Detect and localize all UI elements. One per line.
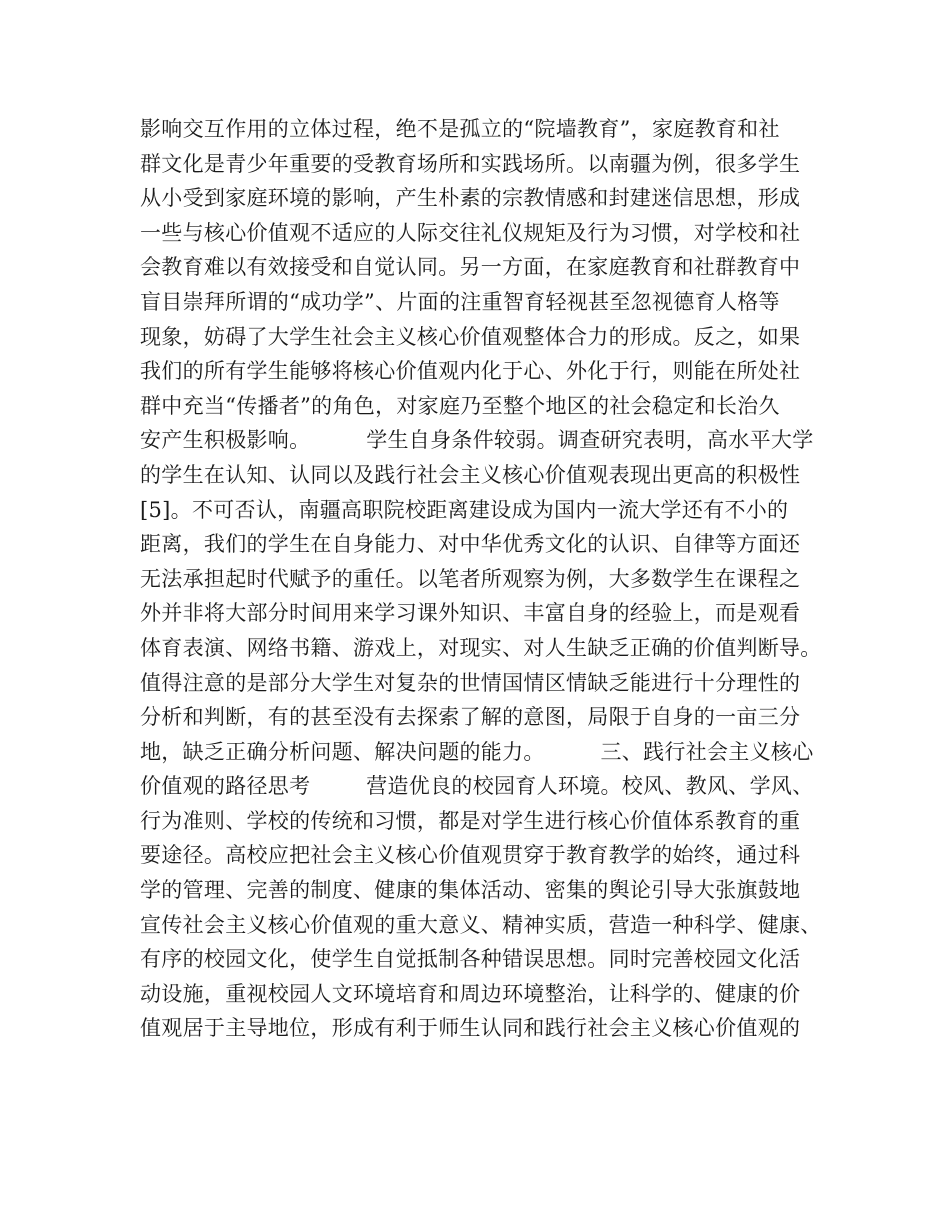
body-text: [140, 112, 830, 1046]
text-line-6: 盲目崇拜所谓的“成功学”、片面的注重智育轻视甚至忽视德育人格等: [140, 289, 780, 314]
text-line-5: 会教育难以有效接受和自觉认同。另一方面，在家庭教育和社群教育中: [140, 255, 801, 280]
text-line-23: 学的管理、完善的制度、健康的集体活动、密集的舆论引导大张旗鼓地: [140, 878, 801, 903]
text-line-13: 距离，我们的学生在自身能力、对中华优秀文化的认识、自律等方面还: [140, 532, 801, 557]
text-line-27: 值观居于主导地位，形成有利于师生认同和践行社会主义核心价值观的: [140, 1016, 801, 1041]
text-line-8: 我们的所有学生能够将核心价值观内化于心、外化于行，则能在所处社: [140, 359, 801, 384]
text-line-9: 群中充当“传播者”的角色，对家庭乃至整个地区的社会稳定和长治久: [140, 393, 780, 418]
text-line-16: 体育表演、网络书籍、游戏上，对现实、对人生缺乏正确的价值判断导。: [140, 635, 822, 660]
text-line-26: 动设施，重视校园人文环境培育和周边环境整治，让科学的、健康的价: [140, 981, 801, 1006]
text-line-25: 有序的校园文化，使学生自觉抵制各种错误思想。同时完善校园文化活: [140, 947, 801, 972]
text-line-14: 无法承担起时代赋予的重任。以笔者所观察为例，大多数学生在课程之: [140, 566, 801, 591]
text-line-4: 一些与核心价值观不适应的人际交往礼仪规矩及行为习惯，对学校和社: [140, 220, 801, 245]
text-line-19: 地，缺乏正确分析问题、解决问题的能力。 三、践行社会主义核心: [140, 739, 814, 764]
text-line-7: 现象，妨碍了大学生社会主义核心价值观整体合力的形成。反之，如果: [140, 324, 801, 349]
text-line-11: 的学生在认知、认同以及践行社会主义核心价值观表现出更高的积极性: [140, 462, 801, 487]
text-line-2: 群文化是青少年重要的受教育场所和实践场所。以南疆为例，很多学生: [140, 151, 801, 176]
text-line-21: 行为准则、学校的传统和习惯，都是对学生进行核心价值体系教育的重: [140, 808, 801, 833]
text-line-10: 安产生积极影响。 学生自身条件较弱。调查研究表明，高水平大学: [140, 428, 814, 453]
text-line-15: 外并非将大部分时间用来学习课外知识、丰富自身的经验上，而是观看: [140, 601, 801, 626]
text-line-22: 要途径。高校应把社会主义核心价值观贯穿于教育教学的始终，通过科: [140, 843, 801, 868]
text-line-18: 分析和判断，有的甚至没有去探索了解的意图，局限于自身的一亩三分: [140, 705, 801, 730]
text-line-3: 从小受到家庭环境的影响，产生朴素的宗教情感和封建迷信思想，形成: [140, 186, 801, 211]
text-line-17: 值得注意的是部分大学生对复杂的世情国情区情缺乏能进行十分理性的: [140, 670, 801, 695]
text-line-20: 价值观的路径思考 营造优良的校园育人环境。校风、教风、学风、: [140, 774, 814, 799]
text-line-12: [5]。不可否认，南疆高职院校距离建设成为国内一流大学还有不小的: [140, 497, 789, 522]
text-line-24: 宣传社会主义核心价值观的重大意义、精神实质，营造一种科学、健康、: [140, 912, 822, 937]
text-line-1: 影响交互作用的立体过程，绝不是孤立的“院墙教育”，家庭教育和社: [140, 117, 780, 141]
